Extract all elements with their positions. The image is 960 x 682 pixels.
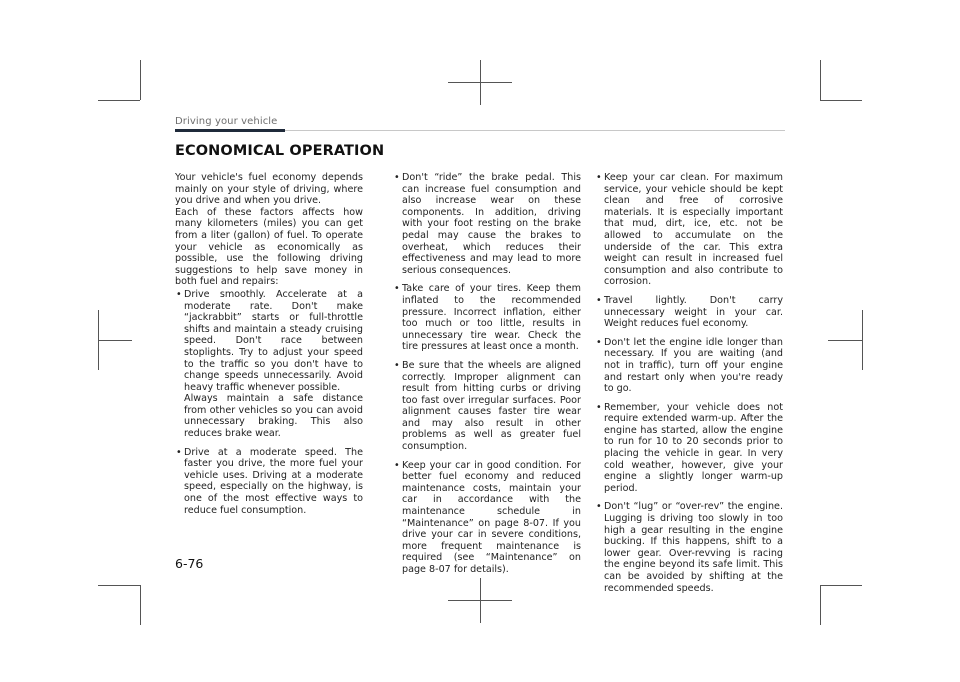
list-item	[393, 283, 581, 353]
list-item-text: Don't “ride” the brake pedal. This can increase fuel consumption and also increase wear on these components. In addition, driving with your foot resting on the brake pedal may cause the brakes to overheat, which reduces their effectiveness and may lead to more serious consequences.	[402, 172, 581, 276]
list-item	[595, 402, 783, 495]
list-item	[393, 172, 581, 276]
bullet-icon: •	[596, 401, 602, 413]
bullet-icon: •	[596, 294, 602, 306]
bullet-icon: •	[394, 459, 400, 471]
text-column-3	[595, 172, 783, 601]
list-item	[595, 295, 783, 330]
text-column-1	[175, 172, 363, 523]
page-title: ECONOMICAL OPERATION	[175, 143, 385, 159]
text-column-2	[393, 172, 581, 583]
bullet-icon: •	[596, 336, 602, 348]
bullet-icon: •	[394, 359, 400, 371]
list-item	[595, 501, 783, 594]
list-item-text: Drive at a moderate speed. The faster you drive, the more fuel your vehicle uses. Driving at a moderate speed, especially on the highway, is one of the most effective ways to reduce fuel consumption.	[184, 446, 363, 516]
list-item-text: Don't “lug” or “over-rev” the engine. Lugging is driving too slowly in too high a gear resulting in the engine bucking. If this happens, shift to a lower gear. Over-revving is racing the engine beyond its safe limit. This can be avoided by shifting at the recommended speeds.	[604, 501, 783, 594]
list-item-text: Be sure that the wheels are aligned correctly. Improper alignment can result from hitting curbs or driving too fast over irregular surfaces. Poor alignment causes faster tire wear and may also result in other problems as well as greater fuel consumption.	[402, 359, 581, 453]
list-item	[393, 460, 581, 576]
bullet-icon: •	[176, 288, 182, 300]
list-item	[595, 172, 783, 288]
bullet-icon: •	[596, 172, 602, 183]
list-item-text: Don't let the engine idle longer than necessary. If you are waiting (and not in traffic), turn off your engine and restart only when you're ready to go.	[604, 336, 783, 395]
list-item-text: Remember, your vehicle does not require extended warm-up. After the engine has started, allow the engine to run for 10 to 20 seconds prior to placing the vehicle in gear. In very cold weather, however, give your engine a slightly longer warm-up period.	[604, 401, 783, 494]
list-item-text: Keep your car clean. For maximum service, your vehicle should be kept clean and free of corrosive materials. It is especially important that mud, dirt, ice, etc. not be allowed to accumulate on the underside of the car. This extra weight can result in increased fuel consumption and also contribute to corrosion.	[604, 172, 783, 288]
intro-paragraph: Your vehicle's fuel economy depends mainly on your style of driving, where you drive and when you drive.	[175, 172, 363, 207]
bullet-icon: •	[596, 501, 602, 513]
list-item-text: Keep your car in good condition. For better fuel economy and reduced maintenance costs, maintain your car in accordance with the maintenance schedule in “Maintenance” on page 8-07. If you drive your car in severe conditions, more frequent maintenance is required (see “Maintenance” on page 8-07 for details).	[402, 459, 581, 575]
list-item	[595, 337, 783, 395]
header-rule-accent	[175, 129, 285, 132]
list-item-text: Always maintain a safe distance from other vehicles so you can avoid unnecessary braking. This also reduces brake wear.	[184, 393, 363, 440]
intro-paragraph: Each of these factors affects how many kilometers (miles) you can get from a liter (gallon) of fuel. To operate your vehicle as economically as possible, use the following driving suggestions to help save money in both fuel and repairs:	[175, 206, 363, 288]
list-item	[393, 360, 581, 453]
section-header: Driving your vehicle	[175, 116, 278, 127]
header-rule	[285, 130, 785, 131]
bullet-icon: •	[394, 283, 400, 295]
list-item-text: Take care of your tires. Keep them inflated to the recommended pressure. Incorrect inflation, either too much or too little, results in unnecessary tire wear. Check the tire pressures at least once a month.	[402, 283, 581, 353]
bullet-icon: •	[394, 172, 400, 183]
list-item	[175, 289, 363, 440]
list-item-text: Travel lightly. Don't carry unnecessary weight in your car. Weight reduces fuel economy.	[604, 294, 783, 330]
list-item-text: Drive smoothly. Accelerate at a moderate rate. Don't make “jackrabbit” starts or full-throttle shifts and maintain a steady cruising speed. Don't race between stoplights. Try to adjust your speed to the traffic so you don't have to change speeds unnecessarily. Avoid heavy traffic whenever possible.	[184, 288, 363, 393]
list-item	[175, 447, 363, 517]
bullet-icon: •	[176, 446, 182, 458]
page-number: 6-76	[175, 556, 204, 571]
